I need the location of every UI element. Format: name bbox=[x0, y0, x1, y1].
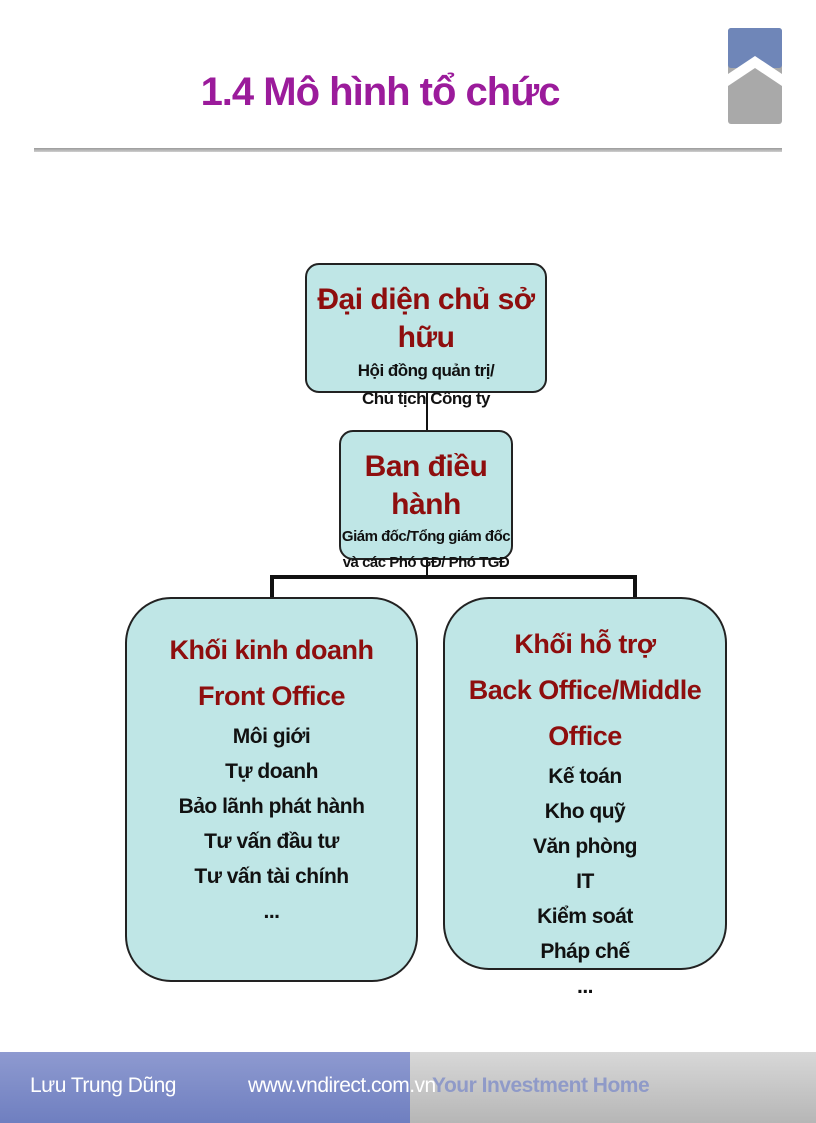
node-front-item: ... bbox=[263, 900, 280, 923]
node-front-item: Tư vấn tài chính bbox=[194, 865, 349, 888]
node-back-item: Kho quỹ bbox=[544, 800, 626, 823]
node-executive-line: và các Phó GĐ/ Phó TGĐ bbox=[342, 554, 510, 571]
node-owner bbox=[305, 263, 547, 408]
node-front-heading: Khối kinh doanh bbox=[169, 635, 374, 665]
node-owner-heading: Đại diện chủ sở hữu bbox=[317, 283, 535, 354]
connector-bus-back bbox=[633, 575, 637, 597]
connector-bus-front bbox=[270, 575, 274, 597]
node-front-item: Bảo lãnh phát hành bbox=[178, 795, 365, 818]
node-executive-heading: Ban điều hành bbox=[364, 450, 488, 521]
node-back-heading: Back Office/Middle Office bbox=[468, 675, 702, 751]
footer-author: Lưu Trung Dũng bbox=[30, 1074, 176, 1097]
node-back-item: Pháp chế bbox=[540, 940, 630, 963]
node-back-item: IT bbox=[576, 870, 594, 893]
node-back-item: Kiểm soát bbox=[537, 905, 633, 928]
footer-slogan: Your Investment Home bbox=[432, 1074, 650, 1097]
node-front-item: Môi giới bbox=[232, 725, 311, 748]
footer-website-link[interactable]: www.vndirect.com.vn bbox=[248, 1074, 436, 1097]
node-front-office bbox=[125, 597, 418, 982]
node-back-office bbox=[443, 597, 727, 998]
node-front-item: Tự doanh bbox=[225, 760, 318, 783]
node-owner-line: Hội đồng quản trị/ bbox=[357, 361, 495, 380]
node-owner-line: Chủ tịch Công ty bbox=[362, 389, 490, 408]
footer-bar bbox=[0, 1052, 816, 1123]
node-executive bbox=[339, 430, 513, 571]
node-back-item: ... bbox=[576, 975, 593, 998]
node-front-item: Tư vấn đầu tư bbox=[204, 830, 339, 853]
slide-title: 1.4 Mô hình tổ chức bbox=[200, 70, 560, 114]
node-back-item: Kế toán bbox=[548, 765, 622, 788]
node-front-heading: Front Office bbox=[198, 681, 345, 711]
node-executive-line: Giám đốc/Tổng giám đốc bbox=[341, 528, 511, 545]
node-back-heading: Khối hỗ trợ bbox=[514, 629, 656, 659]
node-back-item: Văn phòng bbox=[533, 835, 637, 858]
